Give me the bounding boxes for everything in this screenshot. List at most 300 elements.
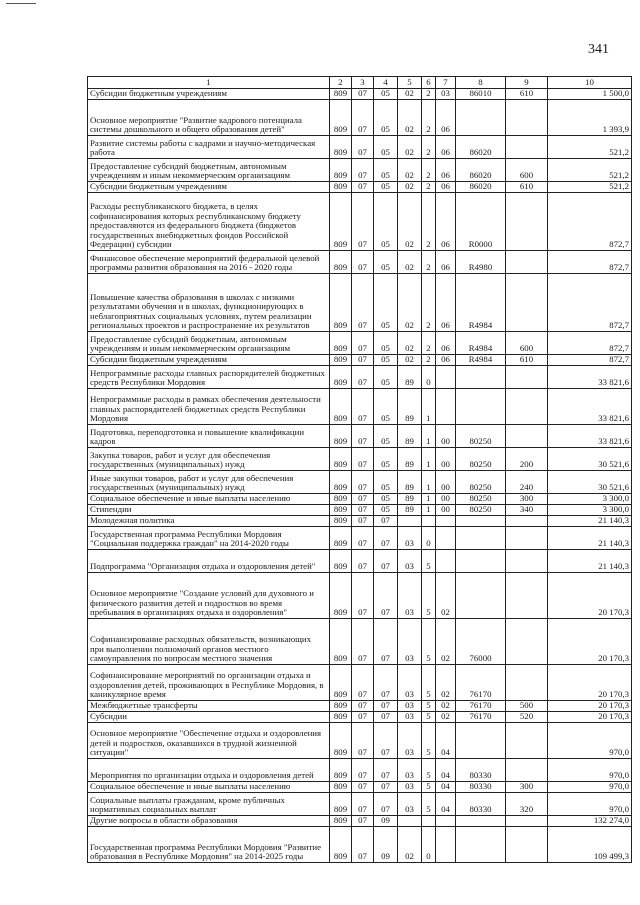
code-cell: 809 — [330, 619, 352, 665]
code-cell: 809 — [330, 182, 352, 193]
code-cell: 5 — [422, 550, 436, 573]
amount-cell: 33 821,6 — [548, 389, 632, 425]
row-name-cell: Предоставление субсидий бюджетным, автономным учреждениям и иным некоммерческим организациям — [88, 159, 330, 182]
code-cell: 89 — [398, 425, 422, 448]
code-cell: 07 — [352, 793, 374, 816]
code-cell: 809 — [330, 471, 352, 494]
code-cell — [506, 425, 548, 448]
code-cell: 07 — [352, 619, 374, 665]
code-cell — [436, 366, 456, 389]
code-cell: 07 — [374, 759, 398, 782]
code-cell: 05 — [374, 355, 398, 366]
amount-cell: 21 140,3 — [548, 550, 632, 573]
code-cell: 2 — [422, 100, 436, 136]
column-header: 10 — [548, 77, 632, 89]
code-cell: 809 — [330, 389, 352, 425]
table-row — [88, 471, 632, 494]
code-cell: 2 — [422, 159, 436, 182]
code-cell: 520 — [506, 712, 548, 723]
table-row — [88, 665, 632, 701]
code-cell: 80330 — [456, 782, 506, 793]
amount-cell: 33 821,6 — [548, 366, 632, 389]
table-row — [88, 505, 632, 516]
code-cell: 07 — [352, 494, 374, 505]
code-cell: 02 — [436, 573, 456, 619]
row-name-cell: Молодежная политика — [88, 516, 330, 527]
code-cell: 05 — [374, 182, 398, 193]
amount-cell: 521,2 — [548, 136, 632, 159]
code-cell: 02 — [398, 332, 422, 355]
amount-cell: 970,0 — [548, 759, 632, 782]
code-cell: 06 — [436, 159, 456, 182]
row-name-cell: Социальное обеспечение и иные выплаты населению — [88, 494, 330, 505]
code-cell: 80330 — [456, 759, 506, 782]
table-row — [88, 701, 632, 712]
code-cell — [506, 527, 548, 550]
code-cell: 06 — [436, 274, 456, 332]
code-cell: 03 — [398, 712, 422, 723]
table-row — [88, 516, 632, 527]
code-cell: 07 — [352, 665, 374, 701]
code-cell: 03 — [398, 723, 422, 759]
code-cell: 09 — [374, 827, 398, 863]
amount-cell: 872,7 — [548, 355, 632, 366]
row-name-cell: Непрограммные расходы главных распорядителей бюджетных средств Республики Мордовия — [88, 366, 330, 389]
corner-line — [6, 3, 36, 4]
code-cell: R4984 — [456, 355, 506, 366]
code-cell — [456, 723, 506, 759]
code-cell: 2 — [422, 182, 436, 193]
code-cell: 07 — [352, 389, 374, 425]
code-cell: 809 — [330, 355, 352, 366]
code-cell: 07 — [374, 723, 398, 759]
table-row — [88, 793, 632, 816]
code-cell: 500 — [506, 701, 548, 712]
code-cell: 02 — [398, 100, 422, 136]
code-cell: 02 — [398, 355, 422, 366]
amount-cell: 21 140,3 — [548, 516, 632, 527]
row-name-cell: Закупка товаров, работ и услуг для обеспечения государственных (муниципальных) нужд — [88, 448, 330, 471]
code-cell: 86020 — [456, 182, 506, 193]
amount-cell: 521,2 — [548, 159, 632, 182]
row-name-cell: Иные закупки товаров, работ и услуг для обеспечения государственных (муниципальных) нужд — [88, 471, 330, 494]
column-header: 7 — [436, 77, 456, 89]
amount-cell: 872,7 — [548, 251, 632, 274]
code-cell — [506, 665, 548, 701]
row-name-cell: Софинансирование мероприятий по организации отдыха и оздоровления детей, проживающих в Республике Мордовия, в каникулярное время — [88, 665, 330, 701]
code-cell: 2 — [422, 136, 436, 159]
code-cell: 2 — [422, 193, 436, 251]
code-cell: 809 — [330, 793, 352, 816]
table-body — [88, 89, 632, 863]
code-cell: 300 — [506, 494, 548, 505]
code-cell: 07 — [352, 100, 374, 136]
code-cell: 89 — [398, 366, 422, 389]
amount-cell: 109 499,3 — [548, 827, 632, 863]
amount-cell: 872,7 — [548, 193, 632, 251]
table-row — [88, 425, 632, 448]
code-cell: 06 — [436, 251, 456, 274]
code-cell: 1 — [422, 425, 436, 448]
code-cell: 00 — [436, 425, 456, 448]
code-cell — [506, 573, 548, 619]
code-cell: 06 — [436, 136, 456, 159]
code-cell — [506, 366, 548, 389]
row-name-cell: Стипендии — [88, 505, 330, 516]
code-cell: 320 — [506, 793, 548, 816]
code-cell — [506, 816, 548, 827]
code-cell: 03 — [398, 527, 422, 550]
code-cell: 03 — [398, 701, 422, 712]
code-cell: 07 — [352, 159, 374, 182]
amount-cell: 30 521,6 — [548, 448, 632, 471]
amount-cell: 1 500,0 — [548, 89, 632, 100]
amount-cell: 21 140,3 — [548, 527, 632, 550]
code-cell — [506, 274, 548, 332]
code-cell: 04 — [436, 793, 456, 816]
code-cell: 02 — [436, 665, 456, 701]
code-cell: 05 — [374, 136, 398, 159]
column-header: 5 — [398, 77, 422, 89]
row-name-cell: Расходы республиканского бюджета, в целях софинансирования которых республиканскому бюджету предоставляются из федерального бюджета (бюджетов государственных внебюджетных фондов Российской Федерации) субсидии — [88, 193, 330, 251]
code-cell: 02 — [398, 159, 422, 182]
code-cell: 07 — [352, 182, 374, 193]
code-cell: 0 — [422, 527, 436, 550]
code-cell: 809 — [330, 527, 352, 550]
code-cell: 07 — [352, 471, 374, 494]
table-row — [88, 816, 632, 827]
column-header: 2 — [330, 77, 352, 89]
code-cell: 02 — [398, 827, 422, 863]
code-cell: 809 — [330, 159, 352, 182]
row-name-cell: Основное мероприятие "Развитие кадрового потенциала системы дошкольного и общего образования детей" — [88, 100, 330, 136]
row-name-cell: Государственная программа Республики Мордовия "Социальная поддержка граждан" на 2014-2020 годы — [88, 527, 330, 550]
code-cell — [506, 389, 548, 425]
code-cell: 2 — [422, 332, 436, 355]
code-cell — [506, 759, 548, 782]
code-cell: 5 — [422, 712, 436, 723]
code-cell: 05 — [374, 274, 398, 332]
code-cell: 00 — [436, 471, 456, 494]
code-cell: 89 — [398, 494, 422, 505]
code-cell: 05 — [374, 251, 398, 274]
code-cell: 07 — [352, 448, 374, 471]
code-cell: 07 — [352, 332, 374, 355]
code-cell: 07 — [352, 136, 374, 159]
code-cell — [456, 816, 506, 827]
code-cell — [456, 550, 506, 573]
code-cell: 06 — [436, 100, 456, 136]
code-cell — [456, 389, 506, 425]
amount-cell: 970,0 — [548, 782, 632, 793]
code-cell: 809 — [330, 193, 352, 251]
code-cell: 76170 — [456, 712, 506, 723]
column-header: 1 — [88, 77, 330, 89]
code-cell: 05 — [374, 494, 398, 505]
amount-cell: 20 170,3 — [548, 712, 632, 723]
code-cell: 02 — [398, 182, 422, 193]
code-cell: 86010 — [456, 89, 506, 100]
code-cell: 240 — [506, 471, 548, 494]
code-cell — [422, 816, 436, 827]
code-cell: 5 — [422, 701, 436, 712]
table-row — [88, 159, 632, 182]
code-cell: 809 — [330, 827, 352, 863]
table-row — [88, 782, 632, 793]
column-header: 6 — [422, 77, 436, 89]
code-cell: 03 — [398, 550, 422, 573]
table-row — [88, 366, 632, 389]
code-cell: 809 — [330, 816, 352, 827]
code-cell: 05 — [374, 389, 398, 425]
amount-cell: 20 170,3 — [548, 701, 632, 712]
code-cell: 07 — [374, 516, 398, 527]
code-cell: 5 — [422, 793, 436, 816]
code-cell: 809 — [330, 759, 352, 782]
code-cell: 80250 — [456, 471, 506, 494]
amount-cell: 20 170,3 — [548, 665, 632, 701]
amount-cell: 3 300,0 — [548, 505, 632, 516]
code-cell: R4980 — [456, 251, 506, 274]
row-name-cell: Субсидии бюджетным учреждениям — [88, 89, 330, 100]
code-cell: 03 — [398, 665, 422, 701]
code-cell: 809 — [330, 712, 352, 723]
code-cell: 610 — [506, 182, 548, 193]
row-name-cell: Подпрограмма "Организация отдыха и оздоровления детей" — [88, 550, 330, 573]
code-cell: 809 — [330, 100, 352, 136]
amount-cell: 3 300,0 — [548, 494, 632, 505]
code-cell — [506, 100, 548, 136]
code-cell: 89 — [398, 448, 422, 471]
amount-cell: 33 821,6 — [548, 425, 632, 448]
code-cell: 809 — [330, 89, 352, 100]
row-name-cell: Государственная программа Республики Мордовия "Развитие образования в Республике Мордовия" на 2014-2025 годы — [88, 827, 330, 863]
table-row — [88, 550, 632, 573]
code-cell: 02 — [398, 274, 422, 332]
table-row — [88, 182, 632, 193]
code-cell: 05 — [374, 366, 398, 389]
code-cell: 05 — [374, 448, 398, 471]
code-cell — [398, 816, 422, 827]
code-cell: 06 — [436, 332, 456, 355]
code-cell: 07 — [352, 366, 374, 389]
code-cell: 809 — [330, 136, 352, 159]
code-cell: 809 — [330, 782, 352, 793]
code-cell: 02 — [398, 89, 422, 100]
code-cell — [436, 816, 456, 827]
code-cell: 1 — [422, 448, 436, 471]
row-name-cell: Межбюджетные трансферты — [88, 701, 330, 712]
code-cell: 00 — [436, 494, 456, 505]
code-cell: 809 — [330, 550, 352, 573]
code-cell — [456, 366, 506, 389]
column-header: 9 — [506, 77, 548, 89]
code-cell: 89 — [398, 389, 422, 425]
code-cell — [506, 827, 548, 863]
row-name-cell: Повышение качества образования в школах с низкими результатами обучения и в школах, функционирующих в неблагоприятных социальных условиях, путем реализации региональных проектов и распространение их результатов — [88, 274, 330, 332]
amount-cell: 872,7 — [548, 274, 632, 332]
code-cell: 05 — [374, 100, 398, 136]
column-header: 3 — [352, 77, 374, 89]
code-cell: 610 — [506, 89, 548, 100]
code-cell — [506, 723, 548, 759]
code-cell — [398, 516, 422, 527]
table-row — [88, 759, 632, 782]
code-cell: 76000 — [456, 619, 506, 665]
table-row — [88, 193, 632, 251]
code-cell: 5 — [422, 619, 436, 665]
code-cell: 76170 — [456, 665, 506, 701]
row-name-cell: Субсидии — [88, 712, 330, 723]
code-cell: 809 — [330, 448, 352, 471]
row-name-cell: Развитие системы работы с кадрами и научно-методическая работа — [88, 136, 330, 159]
code-cell — [422, 516, 436, 527]
budget-table — [87, 76, 632, 863]
code-cell: 80250 — [456, 425, 506, 448]
amount-cell: 970,0 — [548, 723, 632, 759]
code-cell: 05 — [374, 505, 398, 516]
table-row — [88, 332, 632, 355]
amount-cell: 872,7 — [548, 332, 632, 355]
code-cell: 07 — [374, 712, 398, 723]
code-cell: 2 — [422, 89, 436, 100]
amount-cell: 521,2 — [548, 182, 632, 193]
row-name-cell: Финансовое обеспечение мероприятий федеральной целевой программы развития образования на 2016 - 2020 годы — [88, 251, 330, 274]
code-cell: 07 — [352, 505, 374, 516]
code-cell: 07 — [352, 355, 374, 366]
code-cell: 2 — [422, 274, 436, 332]
code-cell — [456, 516, 506, 527]
row-name-cell: Подготовка, переподготовка и повышение квалификации кадров — [88, 425, 330, 448]
code-cell: 1 — [422, 471, 436, 494]
code-cell — [436, 527, 456, 550]
code-cell: 2 — [422, 251, 436, 274]
table-row — [88, 251, 632, 274]
code-cell — [506, 251, 548, 274]
table-row — [88, 619, 632, 665]
code-cell: 07 — [352, 712, 374, 723]
table-row — [88, 89, 632, 100]
code-cell — [506, 516, 548, 527]
row-name-cell: Предоставление субсидий бюджетным, автономным учреждениям и иным некоммерческим организациям — [88, 332, 330, 355]
amount-cell: 132 274,0 — [548, 816, 632, 827]
code-cell: 07 — [352, 701, 374, 712]
code-cell: 03 — [398, 782, 422, 793]
code-cell: 1 — [422, 389, 436, 425]
code-cell: 0 — [422, 827, 436, 863]
code-cell — [436, 389, 456, 425]
table-row — [88, 527, 632, 550]
code-cell: 1 — [422, 494, 436, 505]
code-cell: 809 — [330, 366, 352, 389]
table-row — [88, 712, 632, 723]
code-cell: 07 — [352, 89, 374, 100]
code-cell: 07 — [352, 516, 374, 527]
row-name-cell: Основное мероприятие "Создание условий для духовного и физического развития детей и подростков во время пребывания в организациях отдыха и оздоровления" — [88, 573, 330, 619]
code-cell: 0 — [422, 366, 436, 389]
code-cell: 06 — [436, 182, 456, 193]
code-cell: 07 — [352, 550, 374, 573]
code-cell — [506, 550, 548, 573]
code-cell: 1 — [422, 505, 436, 516]
code-cell: 00 — [436, 505, 456, 516]
code-cell: 05 — [374, 193, 398, 251]
code-cell: 07 — [374, 527, 398, 550]
code-cell: 02 — [398, 251, 422, 274]
table-row — [88, 494, 632, 505]
code-cell: 07 — [374, 665, 398, 701]
code-cell: 809 — [330, 665, 352, 701]
code-cell: R4984 — [456, 332, 506, 355]
code-cell: 07 — [352, 251, 374, 274]
code-cell: 05 — [374, 159, 398, 182]
code-cell: 200 — [506, 448, 548, 471]
row-name-cell: Социальное обеспечение и иные выплаты населению — [88, 782, 330, 793]
code-cell — [436, 827, 456, 863]
code-cell: 5 — [422, 759, 436, 782]
row-name-cell: Социальные выплаты гражданам, кроме публичных нормативных социальных выплат — [88, 793, 330, 816]
amount-cell: 20 170,3 — [548, 619, 632, 665]
table-row — [88, 827, 632, 863]
code-cell: 05 — [374, 332, 398, 355]
code-cell: 00 — [436, 448, 456, 471]
code-cell — [436, 516, 456, 527]
table-row — [88, 100, 632, 136]
code-cell: 809 — [330, 274, 352, 332]
code-cell: 03 — [398, 619, 422, 665]
code-cell: R0000 — [456, 193, 506, 251]
code-cell: 04 — [436, 723, 456, 759]
code-cell: 76170 — [456, 701, 506, 712]
code-cell: 89 — [398, 505, 422, 516]
code-cell: 02 — [436, 712, 456, 723]
code-cell: R4984 — [456, 274, 506, 332]
column-header: 8 — [456, 77, 506, 89]
code-cell: 2 — [422, 355, 436, 366]
code-cell: 07 — [374, 573, 398, 619]
row-name-cell: Субсидии бюджетным учреждениям — [88, 182, 330, 193]
column-header: 4 — [374, 77, 398, 89]
code-cell: 07 — [352, 723, 374, 759]
code-cell — [456, 527, 506, 550]
amount-cell: 20 170,3 — [548, 573, 632, 619]
code-cell: 06 — [436, 193, 456, 251]
code-cell: 89 — [398, 471, 422, 494]
code-cell: 5 — [422, 782, 436, 793]
code-cell: 05 — [374, 89, 398, 100]
code-cell: 300 — [506, 782, 548, 793]
code-cell: 04 — [436, 759, 456, 782]
code-cell: 03 — [398, 793, 422, 816]
code-cell: 07 — [352, 193, 374, 251]
table-row — [88, 448, 632, 471]
code-cell: 06 — [436, 355, 456, 366]
code-cell: 03 — [398, 759, 422, 782]
amount-cell: 30 521,6 — [548, 471, 632, 494]
code-cell: 05 — [374, 425, 398, 448]
code-cell: 86020 — [456, 136, 506, 159]
amount-cell: 1 393,9 — [548, 100, 632, 136]
table-row — [88, 723, 632, 759]
code-cell: 809 — [330, 516, 352, 527]
code-cell: 07 — [352, 274, 374, 332]
code-cell: 07 — [352, 759, 374, 782]
code-cell: 610 — [506, 355, 548, 366]
amount-cell: 970,0 — [548, 793, 632, 816]
table-row — [88, 274, 632, 332]
row-name-cell: Мероприятия по организации отдыха и оздоровления детей — [88, 759, 330, 782]
code-cell: 07 — [374, 782, 398, 793]
